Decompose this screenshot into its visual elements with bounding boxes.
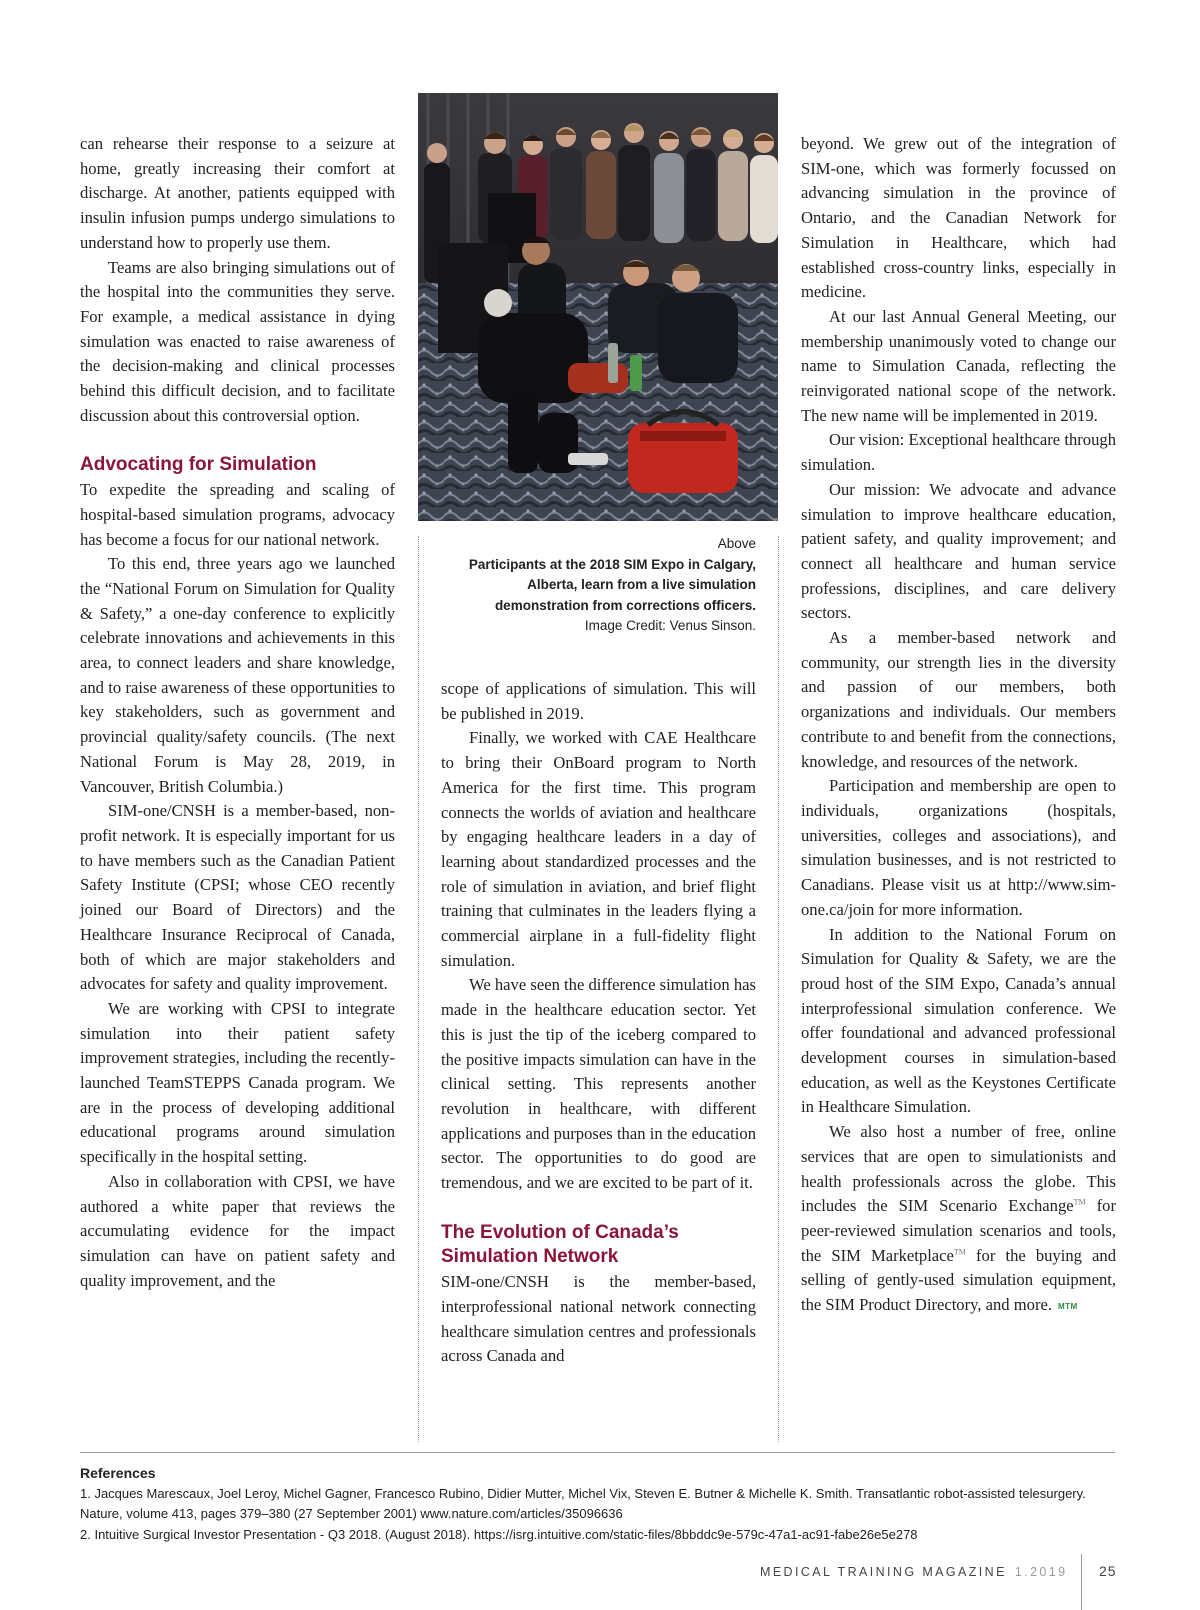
section-heading: Advocating for Simulation [80,454,317,476]
column-divider [418,536,419,1442]
body-paragraph: SIM-one/CNSH is the member-based, interprofessional national network connecting healthcare simulation centres and professionals across Canada and [441,1272,756,1366]
footer-magazine [760,1565,1067,1579]
body-paragraph: Our vision: Exceptional healthcare through simulation. [801,430,1116,475]
paragraph-text: for peer-reviewed simulation scenarios and tools, the SIM Marketplace [801,1196,1116,1265]
body-paragraph: To expedite the spreading and scaling of hospital-based simulation programs, advocacy has become a focus for our national network. [80,480,395,549]
references-section [80,1463,1115,1545]
body-paragraph: Participation and membership are open to individuals, organizations (hospitals, universities, colleges and associations), and simulation businesses, and is not restricted to Canadians. Please visit us at http://www.sim-one.ca/join for more information. [801,776,1116,919]
magazine-name: MEDICAL TRAINING MAGAZINE [760,1565,1007,1579]
image-credit: Image Credit: Venus Sinson. [584,618,756,633]
body-paragraph: We are working with CPSI to integrate simulation into their patient safety improvement strategies, including the recently-launched TeamSTEPPS Canada program. We are in the process of developing additional educational programs around simulation specifically in the hospital setting. [80,998,395,1167]
page-number: 25 [1099,1563,1117,1579]
body-paragraph [801,1120,1116,1320]
references-divider [80,1452,1115,1453]
caption-text: Participants at the 2018 SIM Expo in Calgary, Alberta, learn from a live simulation demonstration from corrections officers. [468,556,756,613]
body-paragraph: Also in collaboration with CPSI, we have authored a white paper that reviews the accumulating evidence for the impact simulation can have on patient safety and quality improvement, and the [80,1171,395,1290]
body-paragraph: To this end, three years ago we launched the “National Forum on Simulation for Quality & Safety,” a one-day conference to explicitly celebrate innovations and achievements in this area, to connect leaders and share knowledge, and to raise awareness of these opportunities to key stakeholders, such as government and provincial quality/safety councils. (The next National Forum is May 28, 2019, in Vancouver, British Columbia.) [80,554,395,796]
body-paragraph: We have seen the difference simulation has made in the healthcare education sector. Yet this is just the tip of the iceberg compared to the positive impacts simulation can have in the clinical setting. This represents another revolution in healthcare, with different applications and purposes than in the education sector. The opportunities to do good are tremendous, and we are excited to be part of it. [441,975,756,1193]
column-divider [778,536,779,1442]
reference-item: 1. Jacques Marescaux, Joel Leroy, Michel Gagner, Francesco Rubino, Didier Mutter, Michel Vix, Steven E. Butner & Michelle K. Smith. Transatlantic robot-assisted telesurgery. Nature, volume 413, pages 379–380 (27 September 2001) www.nature.com/articles/35096636 [80,1485,1086,1521]
body-paragraph: Finally, we worked with CAE Healthcare to bring their OnBoard program to North America for the first time. This program connects the worlds of aviation and healthcare by engaging healthcare leaders in a day of learning about standardized processes and the role of simulation in aviation, and brief flight training that culminates in the leaders flying a commercial airplane in a full-fidelity flight simulation. [441,728,756,970]
body-paragraph: can rehearse their response to a seizure at home, greatly increasing their comfort at discharge. At another, patients equipped with insulin infusion pumps undergo simulations to understand how to properly use them. [80,134,395,252]
article-column-1 [80,132,395,1293]
event-photo [418,93,778,521]
caption-label: Above [717,536,756,551]
paragraph-text: We also host a number of free, online services that are open to simulationists and health professionals across the globe. This includes the SIM Scenario Exchange [801,1122,1116,1216]
body-paragraph: As a member-based network and community, our strength lies in the diversity and passion of our members, both organizations and individuals. Our members contribute to and benefit from the connections, knowledge, and resources of the network. [801,628,1116,771]
body-paragraph: SIM-one/CNSH is a member-based, non-profit network. It is especially important for us to have members such as the Canadian Patient Safety Institute (CPSI; whose CEO recently joined our Board of Directors) and the Healthcare Insurance Reciprocal of Canada, both of which are major stakeholders and advocates for safety and quality improvement. [80,801,395,994]
section-heading: The Evolution of Canada’s Simulation Network [441,1221,679,1268]
trademark-symbol: TM [953,1247,966,1257]
end-of-article-logo: MTM [1058,1302,1078,1312]
references-heading: References [80,1465,156,1481]
reference-item: 2. Intuitive Surgical Investor Presentation - Q3 2018. (August 2018). https://isrg.intuitive.com/static-files/8bbddc9e-579c-47a1-ac91-fabe26e5e278 [80,1526,918,1542]
body-paragraph: At our last Annual General Meeting, our membership unanimously voted to change our name to Simulation Canada, reflecting the reinvigorated national scope of the network. The new name will be implemented in 2019. [801,306,1116,425]
photo-caption [441,534,756,637]
article-column-2 [441,677,756,1369]
body-paragraph: Our mission: We advocate and advance simulation to improve healthcare education, patient safety, and quality improvement; and connect all healthcare and human service professions, disciplines, and care delivery sectors. [801,479,1116,623]
body-paragraph: Teams are also bringing simulations out of the hospital into the communities they serve. For example, a medical assistance in dying simulation was enacted to raise awareness of the decision-making and clinical processes behind this difficult decision, and to facilitate discussion about this controversial option. [80,257,395,425]
paragraph-text: for the buying and selling of gently-used simulation equipment, the SIM Product Directory, and more. [801,1245,1116,1315]
footer-divider [1081,1554,1082,1610]
body-paragraph: In addition to the National Forum on Simulation for Quality & Safety, we are the proud host of the SIM Expo, Canada’s annual interprofessional simulation conference. We offer foundational and advanced professional development courses in simulation-based education, as well as the Keystones Certificate in Healthcare Simulation. [801,924,1116,1117]
body-paragraph: beyond. We grew out of the integration of SIM-one, which was formerly focussed on advancing simulation in the province of Ontario, and the Canadian Network for Simulation in Healthcare, which had established cross-country links, especially in medicine. [801,134,1116,302]
article-column-3 [801,132,1116,1320]
issue-number: 1.2019 [1014,1565,1068,1579]
trademark-symbol: TM [1073,1197,1086,1207]
body-paragraph: scope of applications of simulation. This will be published in 2019. [441,679,756,723]
